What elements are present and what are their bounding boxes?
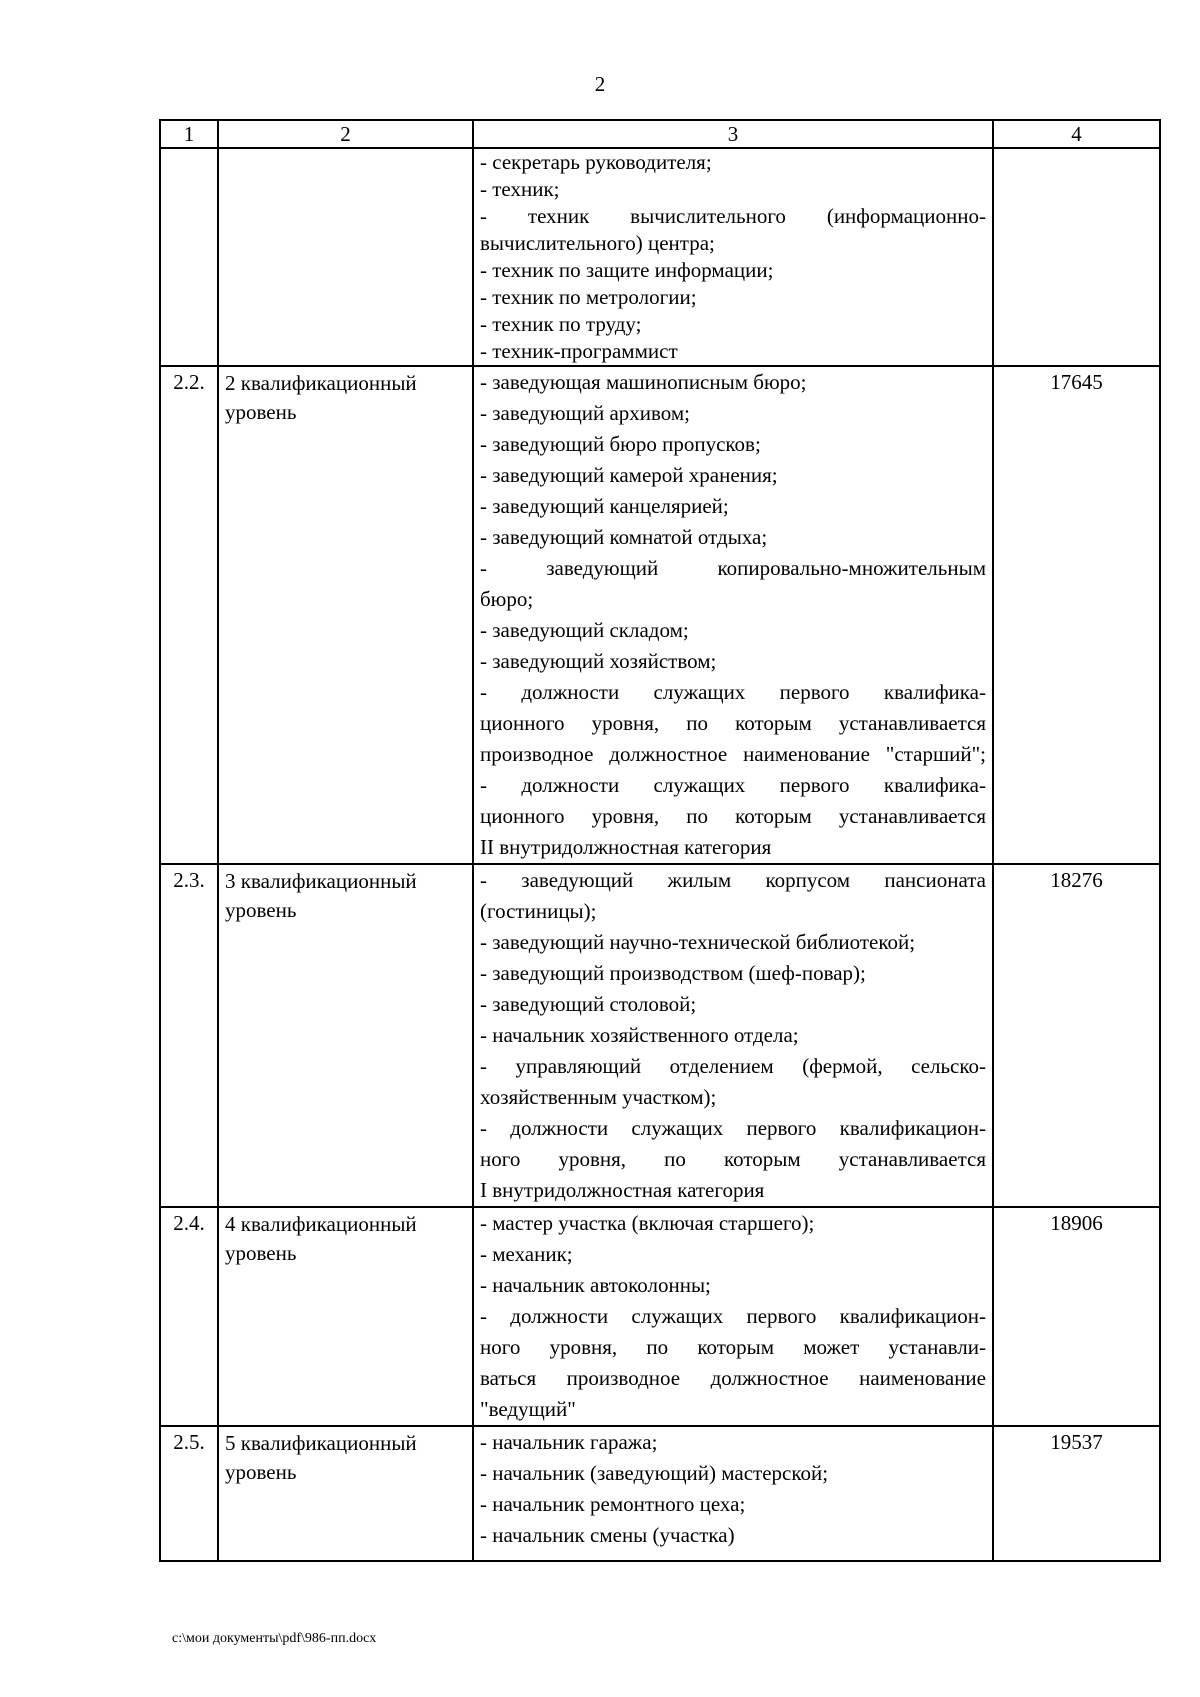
table-row (160, 148, 1160, 366)
row-number (160, 148, 218, 366)
position-line: ного уровня, по которым может устанавли- (480, 1335, 986, 1359)
table-row (160, 1207, 1160, 1426)
position-line: ваться производное должностное наименование (480, 1366, 986, 1390)
column-header: 3 (473, 120, 993, 148)
qualification-level: 2 квалификационный уровень (218, 366, 473, 864)
position-line: - заведующий бюро пропусков; (480, 432, 761, 456)
position-line: - начальник смены (участка) (480, 1523, 735, 1547)
position-line: - управляющий отделением (фермой, сельско- (480, 1054, 986, 1078)
positions-list (473, 1426, 993, 1561)
position-line: - заведующий научно-технической библиотекой; (480, 930, 916, 954)
position-line: - техник; (480, 177, 560, 201)
salary-value: 18276 (993, 864, 1160, 1207)
position-line: "ведущий" (480, 1397, 576, 1421)
salary-value (993, 148, 1160, 366)
positions-list (473, 148, 993, 366)
position-line: - заведующий жилым корпусом пансионата (480, 868, 986, 892)
salary-value: 18906 (993, 1207, 1160, 1426)
position-line: I внутридолжностная категория (480, 1178, 765, 1202)
position-line: - начальник ремонтного цеха; (480, 1492, 746, 1516)
table-header-row (160, 120, 1160, 148)
position-line: - заведующий столовой; (480, 992, 697, 1016)
table-row (160, 1426, 1160, 1561)
table-row (160, 864, 1160, 1207)
positions-table (159, 119, 1161, 1562)
salary-value: 17645 (993, 366, 1160, 864)
position-line: - секретарь руководителя; (480, 150, 712, 174)
position-line: - должности служащих первого квалификацион- (480, 1116, 986, 1140)
position-line: II внутридолжностная категория (480, 835, 772, 859)
position-line: (гостиницы); (480, 899, 597, 923)
row-number: 2.4. (160, 1207, 218, 1426)
position-line: вычислительного) центра; (480, 231, 715, 255)
position-line: - заведующий камерой хранения; (480, 463, 778, 487)
column-header: 2 (218, 120, 473, 148)
position-line: - техник по метрологии; (480, 285, 697, 309)
position-line: - техник вычислительного (информационно- (480, 204, 986, 228)
position-line: - должности служащих первого квалификацион- (480, 1304, 986, 1328)
position-line: - начальник гаража; (480, 1430, 658, 1454)
position-line: - заведующий складом; (480, 618, 689, 642)
position-line: - мастер участка (включая старшего); (480, 1211, 815, 1235)
position-line: - заведующий комнатой отдыха; (480, 525, 768, 549)
position-line: - техник-программист (480, 339, 678, 363)
position-line: - заведующий канцелярией; (480, 494, 729, 518)
position-line: - должности служащих первого квалифика- (480, 680, 986, 704)
position-line: - механик; (480, 1242, 573, 1266)
qualification-level: 5 квалификационный уровень (218, 1426, 473, 1561)
qualification-level: 3 квалификационный уровень (218, 864, 473, 1207)
position-line: - техник по защите информации; (480, 258, 774, 282)
position-line: - техник по труду; (480, 312, 642, 336)
qualification-level (218, 148, 473, 366)
position-line: ционного уровня, по которым устанавливается (480, 711, 986, 735)
position-line: - заведующая машинописным бюро; (480, 370, 807, 394)
column-header: 1 (160, 120, 218, 148)
position-line: производное должностное наименование "старший"; (480, 742, 986, 766)
row-number: 2.3. (160, 864, 218, 1207)
position-line: - заведующий копировально-множительным (480, 556, 986, 580)
position-line: - заведующий хозяйством; (480, 649, 717, 673)
position-line: хозяйственным участком); (480, 1085, 717, 1109)
qualification-level: 4 квалификационный уровень (218, 1207, 473, 1426)
position-line: - заведующий архивом; (480, 401, 691, 425)
row-number: 2.5. (160, 1426, 218, 1561)
positions-list (473, 864, 993, 1207)
position-line: - должности служащих первого квалифика- (480, 773, 986, 797)
positions-list (473, 366, 993, 864)
position-line: - заведующий производством (шеф-повар); (480, 961, 866, 985)
position-line: - начальник (заведующий) мастерской; (480, 1461, 829, 1485)
position-line: - начальник хозяйственного отдела; (480, 1023, 799, 1047)
position-line: - начальник автоколонны; (480, 1273, 711, 1297)
position-line: ционного уровня, по которым устанавливается (480, 804, 986, 828)
column-header: 4 (993, 120, 1160, 148)
page-number: 2 (594, 72, 606, 96)
position-line: бюро; (480, 587, 534, 611)
salary-value: 19537 (993, 1426, 1160, 1561)
row-number: 2.2. (160, 366, 218, 864)
positions-list (473, 1207, 993, 1426)
file-path-footer: c:\мои документы\pdf\986-пп.docx (172, 1631, 377, 1646)
position-line: ного уровня, по которым устанавливается (480, 1147, 986, 1171)
table-row (160, 366, 1160, 864)
